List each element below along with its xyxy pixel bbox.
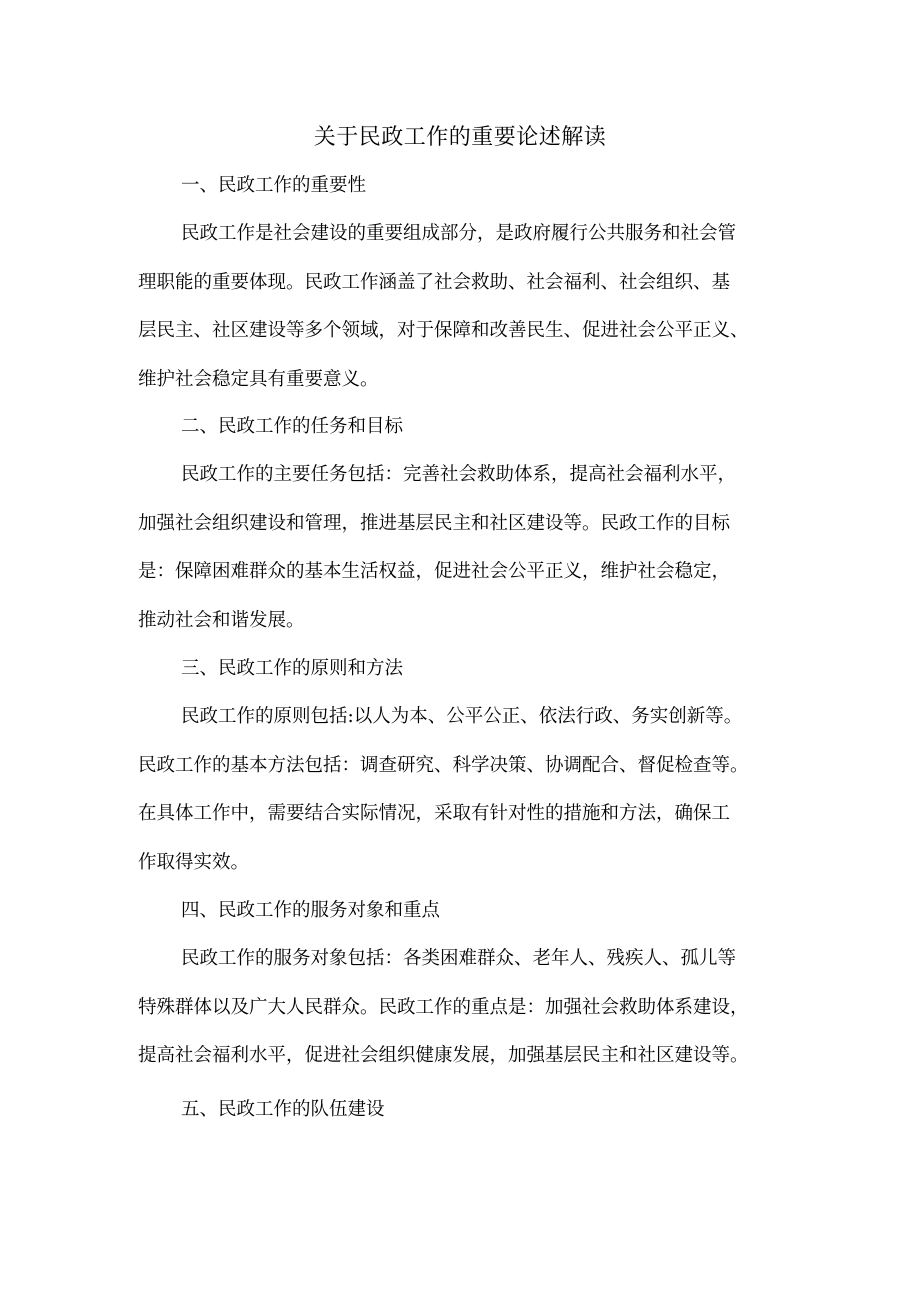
paragraph-line: 提高社会福利水平，促进社会组织健康发展，加强基层民主和社区建设等。 — [138, 1045, 749, 1066]
paragraph-line: 民政工作的基本方法包括：调查研究、科学决策、协调配合、督促检查等。 — [138, 754, 749, 776]
section-heading-1: 一、民政工作的重要性 — [181, 175, 367, 196]
paragraph-line: 民政工作是社会建设的重要组成部分，是政府履行公共服务和社会管 — [181, 223, 737, 244]
paragraph-line: 维护社会稳定具有重要意义。 — [138, 368, 379, 390]
paragraph-line: 理职能的重要体现。民政工作涵盖了社会救助、社会福利、社会组织、基 — [138, 271, 731, 293]
paragraph-line: 民政工作的原则包括:以人为本、公平公正、依法行政、务实创新等。 — [181, 706, 743, 727]
paragraph-line: 推动社会和谐发展。 — [138, 609, 305, 631]
section-heading-3: 三、民政工作的原则和方法 — [181, 658, 404, 679]
paragraph-line: 加强社会组织建设和管理，推进基层民主和社区建设等。民政工作的目标 — [138, 512, 731, 534]
paragraph-line: 民政工作的服务对象包括：各类困难群众、老年人、残疾人、孤儿等 — [181, 948, 737, 969]
section-heading-2: 二、民政工作的任务和目标 — [181, 416, 404, 437]
paragraph-line: 在具体工作中，需要结合实际情况，采取有针对性的措施和方法，确保工 — [138, 803, 731, 824]
section-paragraph-2 — [138, 451, 798, 645]
section-paragraph-1 — [138, 210, 798, 404]
paragraph-line: 层民主、社区建设等多个领域，对于保障和改善民生、促进社会公平正义、 — [138, 320, 749, 341]
paragraph-line: 是：保障困难群众的基本生活权益，促进社会公平正义，维护社会稳定， — [138, 561, 731, 582]
paragraph-line: 作取得实效。 — [138, 851, 250, 873]
section-heading-5: 五、民政工作的队伍建设 — [181, 1099, 385, 1120]
document-title: 关于民政工作的重要论述解读 — [313, 125, 607, 150]
section-paragraph-4 — [138, 935, 798, 1081]
section-heading-4: 四、民政工作的服务对象和重点 — [181, 900, 441, 921]
paragraph-line: 特殊群体以及广大人民群众。民政工作的重点是：加强社会救助体系建设， — [138, 996, 749, 1018]
section-paragraph-3 — [138, 693, 798, 887]
paragraph-line: 民政工作的主要任务包括：完善社会救助体系，提高社会福利水平， — [181, 464, 737, 485]
